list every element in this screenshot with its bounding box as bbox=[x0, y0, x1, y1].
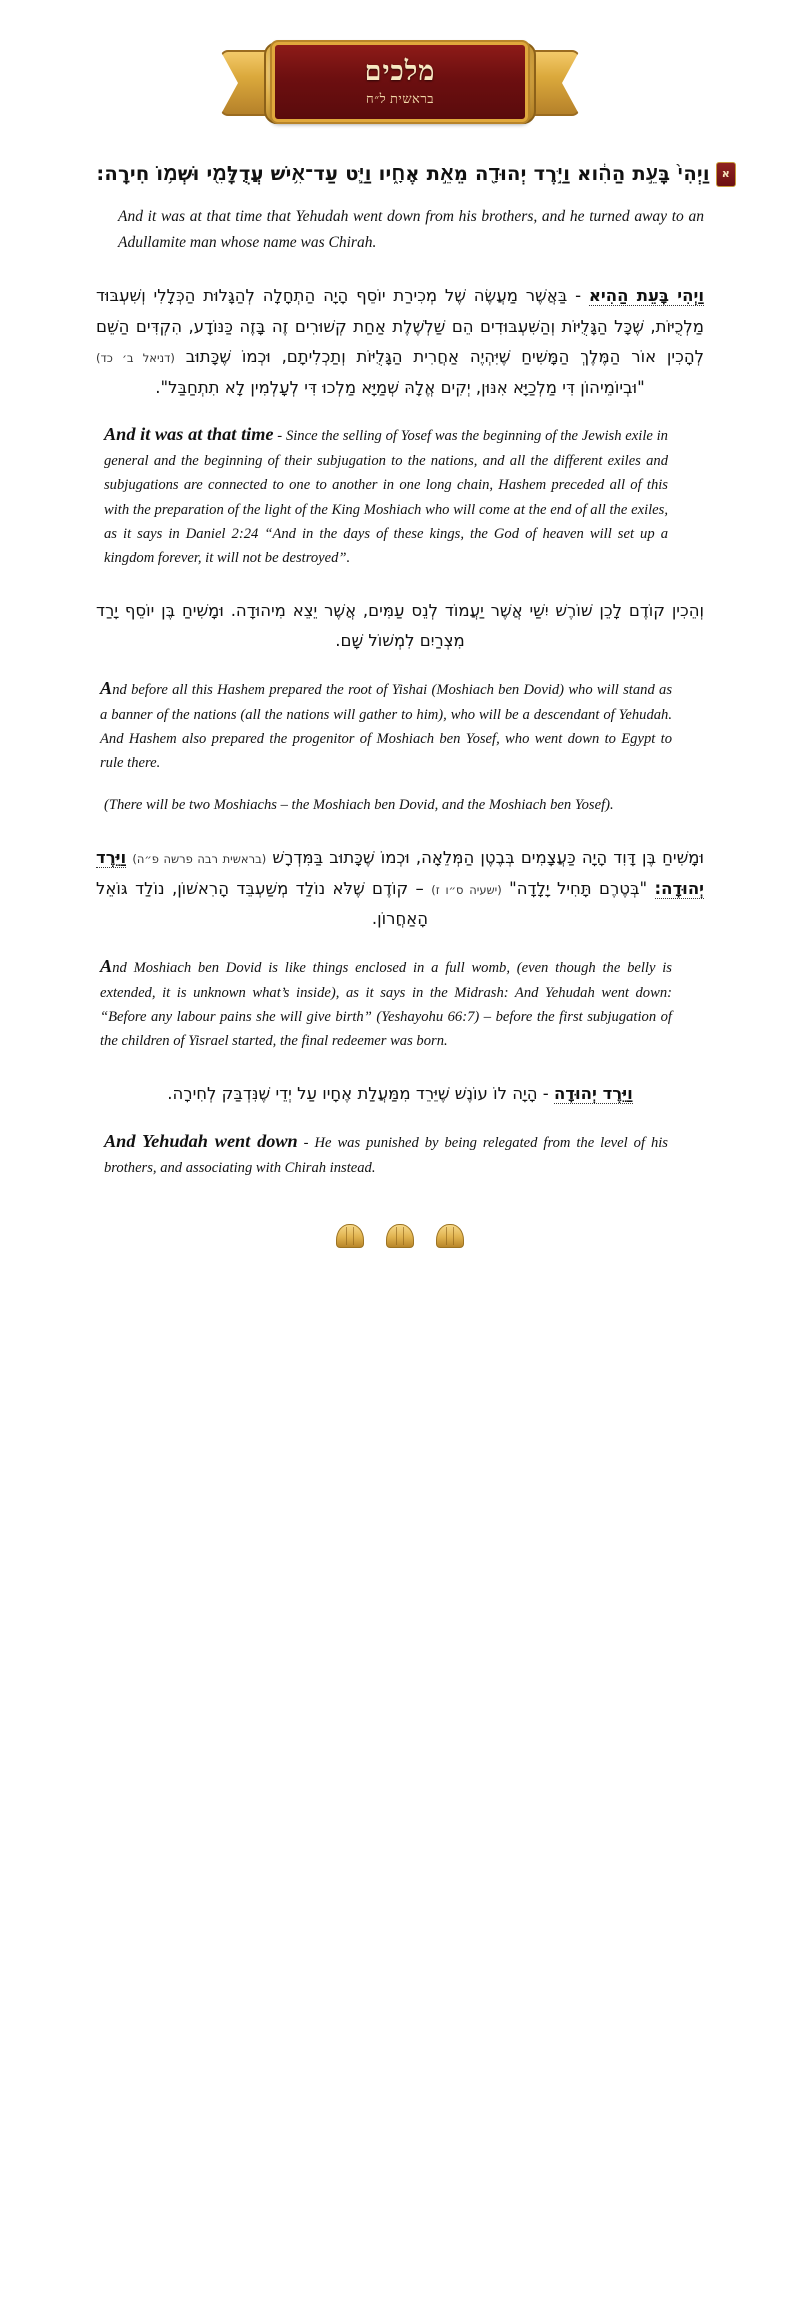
shell-ornament-icon bbox=[436, 1224, 464, 1248]
commentary-3-english bbox=[100, 951, 672, 1053]
commentary-1-body-english: Since the selling of Yosef was the beginning of the Jewish exile in general and the beginning of their subjugation to the nations, and all the different exiles and subjugations are connected to one to another in one long chain, Hashem preceded all of this with the preparation of the light of the King Moshiach who will come at the end of all the exiles, as it says in Daniel 2:24 “And in the days of these kings, the God of heaven will set up a kingdom forever, it will not be destroyed”. bbox=[104, 428, 668, 566]
commentary-3-quote-hebrew: "בְּטֶרֶם תָּחִיל יָלָדָה" bbox=[509, 878, 648, 898]
commentary-4-dash-english: - bbox=[297, 1134, 315, 1151]
commentary-4-dash-hebrew: - bbox=[537, 1084, 554, 1104]
commentary-1-source-hebrew: (דניאל ב׳ כד) bbox=[96, 351, 175, 366]
book-subtitle: בראשית ל״ח bbox=[366, 90, 434, 106]
commentary-2-body-hebrew: וְהֵכִין קוֹדֶם לָכֵן שׁוֹרֶשׁ יִשַׁי אֲשֶׁר יַעֲמוֹד לְנֵס עַמִּים, אֲשֶׁר יֵצֵא מִיהוּדָה. וּמָשִׁיחַ בֶּן יוֹסֵף יָרַד מִצְרַיִם לִמְשׁוֹל שָׁם. bbox=[96, 600, 704, 651]
footer-ornament bbox=[0, 1224, 800, 1248]
commentary-3-source-b: (ישעיה ס״ו ז) bbox=[431, 882, 502, 897]
commentary-4-body-english: He was punished by being relegated from the level of his brothers, and associating with Chirah instead. bbox=[104, 1134, 668, 1176]
shell-ornament-icon bbox=[336, 1224, 364, 1248]
verse-translation bbox=[118, 204, 704, 255]
commentary-1-dash-english: - bbox=[273, 428, 286, 445]
paren-note bbox=[104, 793, 672, 817]
commentary-1-lemma-hebrew: וַיְהִי בָּעֵת הַהִיא bbox=[588, 286, 704, 306]
commentary-1-hebrew bbox=[96, 281, 704, 403]
commentary-4-body-hebrew: הָיָה לוֹ עוֹנֶשׁ שֶׁיֵּרֵד מִמַּעֲלַת אֶחָיו עַל יְדֵי שֶׁנִּדְבַּק לְחִירָה. bbox=[167, 1084, 538, 1104]
commentary-2-body-english: nd before all this Hashem prepared the root of Yishai (Moshiach ben Dovid) who will stand as a banner of the nations (all the nations will gather to him), who will be a descendant of Yehudah. And Hashem also prepared the progenitor of Moshiach ben Yosef, who went down to Egypt to rule there. bbox=[100, 681, 672, 772]
title-plate bbox=[272, 42, 528, 122]
commentary-2-hebrew bbox=[96, 596, 704, 657]
commentary-1-lemma-english: And it was at that time bbox=[104, 424, 274, 445]
paren-note-text: (There will be two Moshiachs – the Moshiach ben Dovid, and the Moshiach ben Yosef). bbox=[104, 797, 614, 814]
verse-hebrew-text: וַיְהִי֙ בָּעֵ֣ת הַהִ֔וא וַיֵּ֥רֶד יְהוּדָ֖ה מֵאֵ֣ת אֶחָ֑יו וַיֵּ֛ט עַד־אִ֥ישׁ עֲדֻלָּמִ֖י וּשְׁמ֥וֹ חִירָֽה: bbox=[96, 162, 710, 185]
commentary-4-lemma-english: And Yehudah went down bbox=[104, 1130, 298, 1151]
title-banner-area bbox=[0, 0, 800, 130]
commentary-3-dropcap-english: A bbox=[100, 955, 113, 976]
commentary-2-dropcap-english: A bbox=[100, 677, 113, 698]
commentary-1-dash-hebrew: - bbox=[567, 286, 589, 306]
commentary-2-english bbox=[100, 673, 672, 775]
commentary-3-body-hebrew-a: וּמָשִׁיחַ בֶּן דָּוִד הָיָה כַּעֲצָמִים בְּבֶטֶן הַמְּלֵאָה, וּכְמוֹ שֶׁכָּתוּב בַּמִּדְרָשׁ bbox=[272, 848, 705, 868]
commentary-4-lemma-hebrew: וַיֵּרֶד יְהוּדָה bbox=[553, 1084, 633, 1104]
book-title: מלכים bbox=[364, 56, 436, 87]
commentary-1-english bbox=[104, 419, 668, 570]
commentary-4-english bbox=[104, 1126, 668, 1180]
commentary-4-hebrew bbox=[96, 1079, 704, 1110]
title-banner bbox=[220, 34, 580, 130]
commentary-1-tail-hebrew: "וּבְיוֹמֵיהוֹן דִּי מַלְכַיָּא אִנּוּן, יְקִים אֱלָהּ שְׁמַיָּא מַלְכוּ דִּי לְעָלְמִין לָא תִתְחַבַּל". bbox=[155, 377, 645, 397]
commentary-3-source-a: (בראשית רבה פרשה פ״ה) bbox=[132, 852, 267, 867]
commentary-3-mid-hebrew: וַיֵּרֶד יְהוּדָה: bbox=[96, 848, 705, 898]
commentary-3-hebrew bbox=[96, 843, 704, 935]
commentary-1-body-hebrew: בַּאֲשֶׁר מַעֲשֶׂה שֶׁל מְכִירַת יוֹסֵף הָיָה הַתְחָלָה לְהַגָּלוּת הַכְּלָלִי וְשִׁעְבּוּד מַלְכֻיּוֹת, שֶׁכָּל הַגָּלֻיּוֹת וְהַשִּׁעְבּוּדִים הֵם שַׁלְשֶׁלֶת אַחַת קְשׁוּרִים זֶה בָּזֶה כַּנּוֹדָע, הִקְדִּים הַשֵּׁם לְהָכִין אוֹר הַמֶּלֶךְ הַמָּשִׁיחַ שֶׁיִּהְיֶה אַחֲרִית הַגָּלֻיּוֹת וְתַכְלִיתָם, וּכְמוֹ שֶׁכָּתוּב bbox=[96, 286, 704, 367]
verse-hebrew bbox=[64, 156, 736, 192]
commentary-3-tail-hebrew: – קוֹדֶם שֶׁלֹּא נוֹלַד מְשַׁעְבֵּד הָרִאשׁוֹן, נוֹלַד גּוֹאֵל הָאַחֲרוֹן. bbox=[96, 878, 429, 929]
verse-translation-text: And it was at that time that Yehudah went down from his brothers, and he turned away to an Adullamite man whose name was Chirah. bbox=[118, 208, 704, 251]
commentary-3-body-english: nd Moshiach ben Dovid is like things enclosed in a full womb, (even though the belly is extended, it is unknown what’s inside), as it says in the Midrash: And Yehudah went down: “Before any labour pains she will give birth” (Yeshayohu 66:7) – before the first subjugation of the children of Yisrael started, the final redeemer was born. bbox=[100, 959, 672, 1050]
verse-number-badge: א bbox=[716, 162, 736, 187]
shell-ornament-icon bbox=[386, 1224, 414, 1248]
